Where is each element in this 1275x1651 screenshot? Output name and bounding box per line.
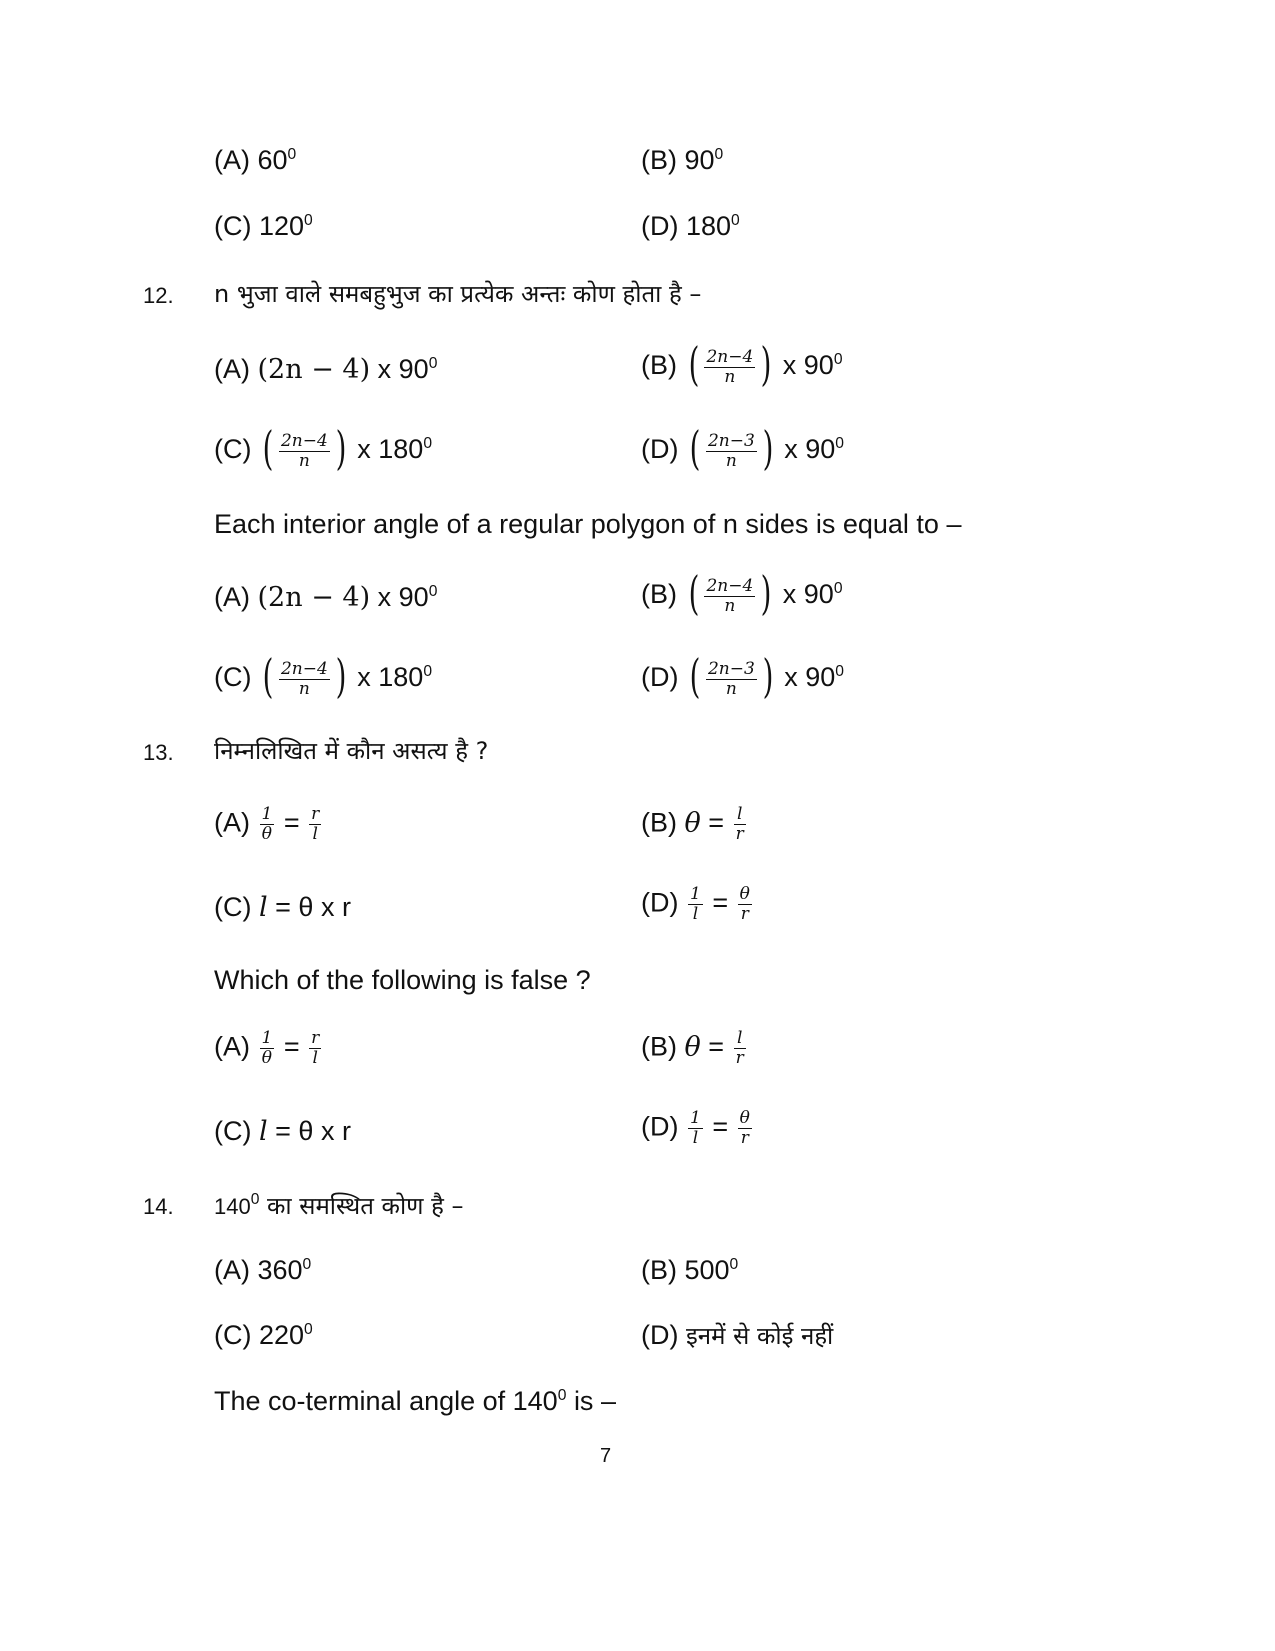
q14-english-question: The co-terminal angle of $140^0$ is – <box>214 1386 616 1416</box>
q12-en-option-b: (B) ( $\frac{2n-4}{n}$ ) x $90^0$ <box>641 566 843 620</box>
q13-hi-option-a: (A) $\frac{1}{\theta}$ = $\frac{r}{l}$ <box>214 804 320 844</box>
q11-option-a: (A) $60^0$ <box>214 145 297 175</box>
q14-option-b: (B) $500^0$ <box>641 1255 739 1285</box>
q12-en-option-c: (C) ( $\frac{2n-4}{n}$ ) x $180^0$ <box>214 649 433 703</box>
q14-option-c: (C) $220^0$ <box>214 1320 313 1350</box>
page-number: 7 <box>600 1445 612 1467</box>
q13-hi-option-d: (D) $\frac{1}{l}$ = $\frac{\theta}{r}$ <box>641 884 750 924</box>
q13-hi-option-b: (B) θ = $\frac{l}{r}$ <box>641 804 744 844</box>
q13-english-question: Which of the following is false ? <box>214 965 591 995</box>
q13-hindi-question: निम्नलिखित में कौन असत्य है ? <box>214 737 489 765</box>
q12-english-question: Each interior angle of a regular polygon of n sides is equal to – <box>214 509 962 539</box>
q13-hi-option-c: (C) l = θ x r <box>214 892 351 923</box>
q13-number: 13. <box>143 740 174 765</box>
q14-number: 14. <box>143 1194 174 1219</box>
q12-en-option-d: (D) ( $\frac{2n-3}{n}$ ) x $90^0$ <box>641 649 845 703</box>
q13-en-option-b: (B) θ = $\frac{l}{r}$ <box>641 1028 744 1068</box>
q13-en-option-c: (C) l = θ x r <box>214 1116 351 1147</box>
q12-number: 12. <box>143 283 174 308</box>
q14-hindi-question: $140^0$ का समस्थित कोण है – <box>214 1190 464 1220</box>
q12-hi-option-b: (B) ( $\frac{2n-4}{n}$ ) x $90^0$ <box>641 337 843 391</box>
q14-option-a: (A) $360^0$ <box>214 1255 312 1285</box>
q11-option-c: (C) $120^0$ <box>214 211 313 241</box>
q12-hi-option-c: (C) ( $\frac{2n-4}{n}$ ) x $180^0$ <box>214 421 433 475</box>
q12-hi-option-a: (A) (2n − 4) x $90^0$ <box>214 354 438 385</box>
q11-option-d: (D) $180^0$ <box>641 211 740 241</box>
q13-en-option-a: (A) $\frac{1}{\theta}$ = $\frac{r}{l}$ <box>214 1028 320 1068</box>
q11-option-b: (B) $90^0$ <box>641 145 724 175</box>
q12-hi-option-d: (D) ( $\frac{2n-3}{n}$ ) x $90^0$ <box>641 421 845 475</box>
q12-en-option-a: (A) (2n − 4) x $90^0$ <box>214 582 438 613</box>
q13-en-option-d: (D) $\frac{1}{l}$ = $\frac{\theta}{r}$ <box>641 1108 750 1148</box>
q12-hindi-question: n भुजा वाले समबहुभुज का प्रत्येक अन्तः कोण होता है – <box>214 280 702 308</box>
q14-option-d: (D) इनमें से कोई नहीं <box>641 1320 834 1350</box>
